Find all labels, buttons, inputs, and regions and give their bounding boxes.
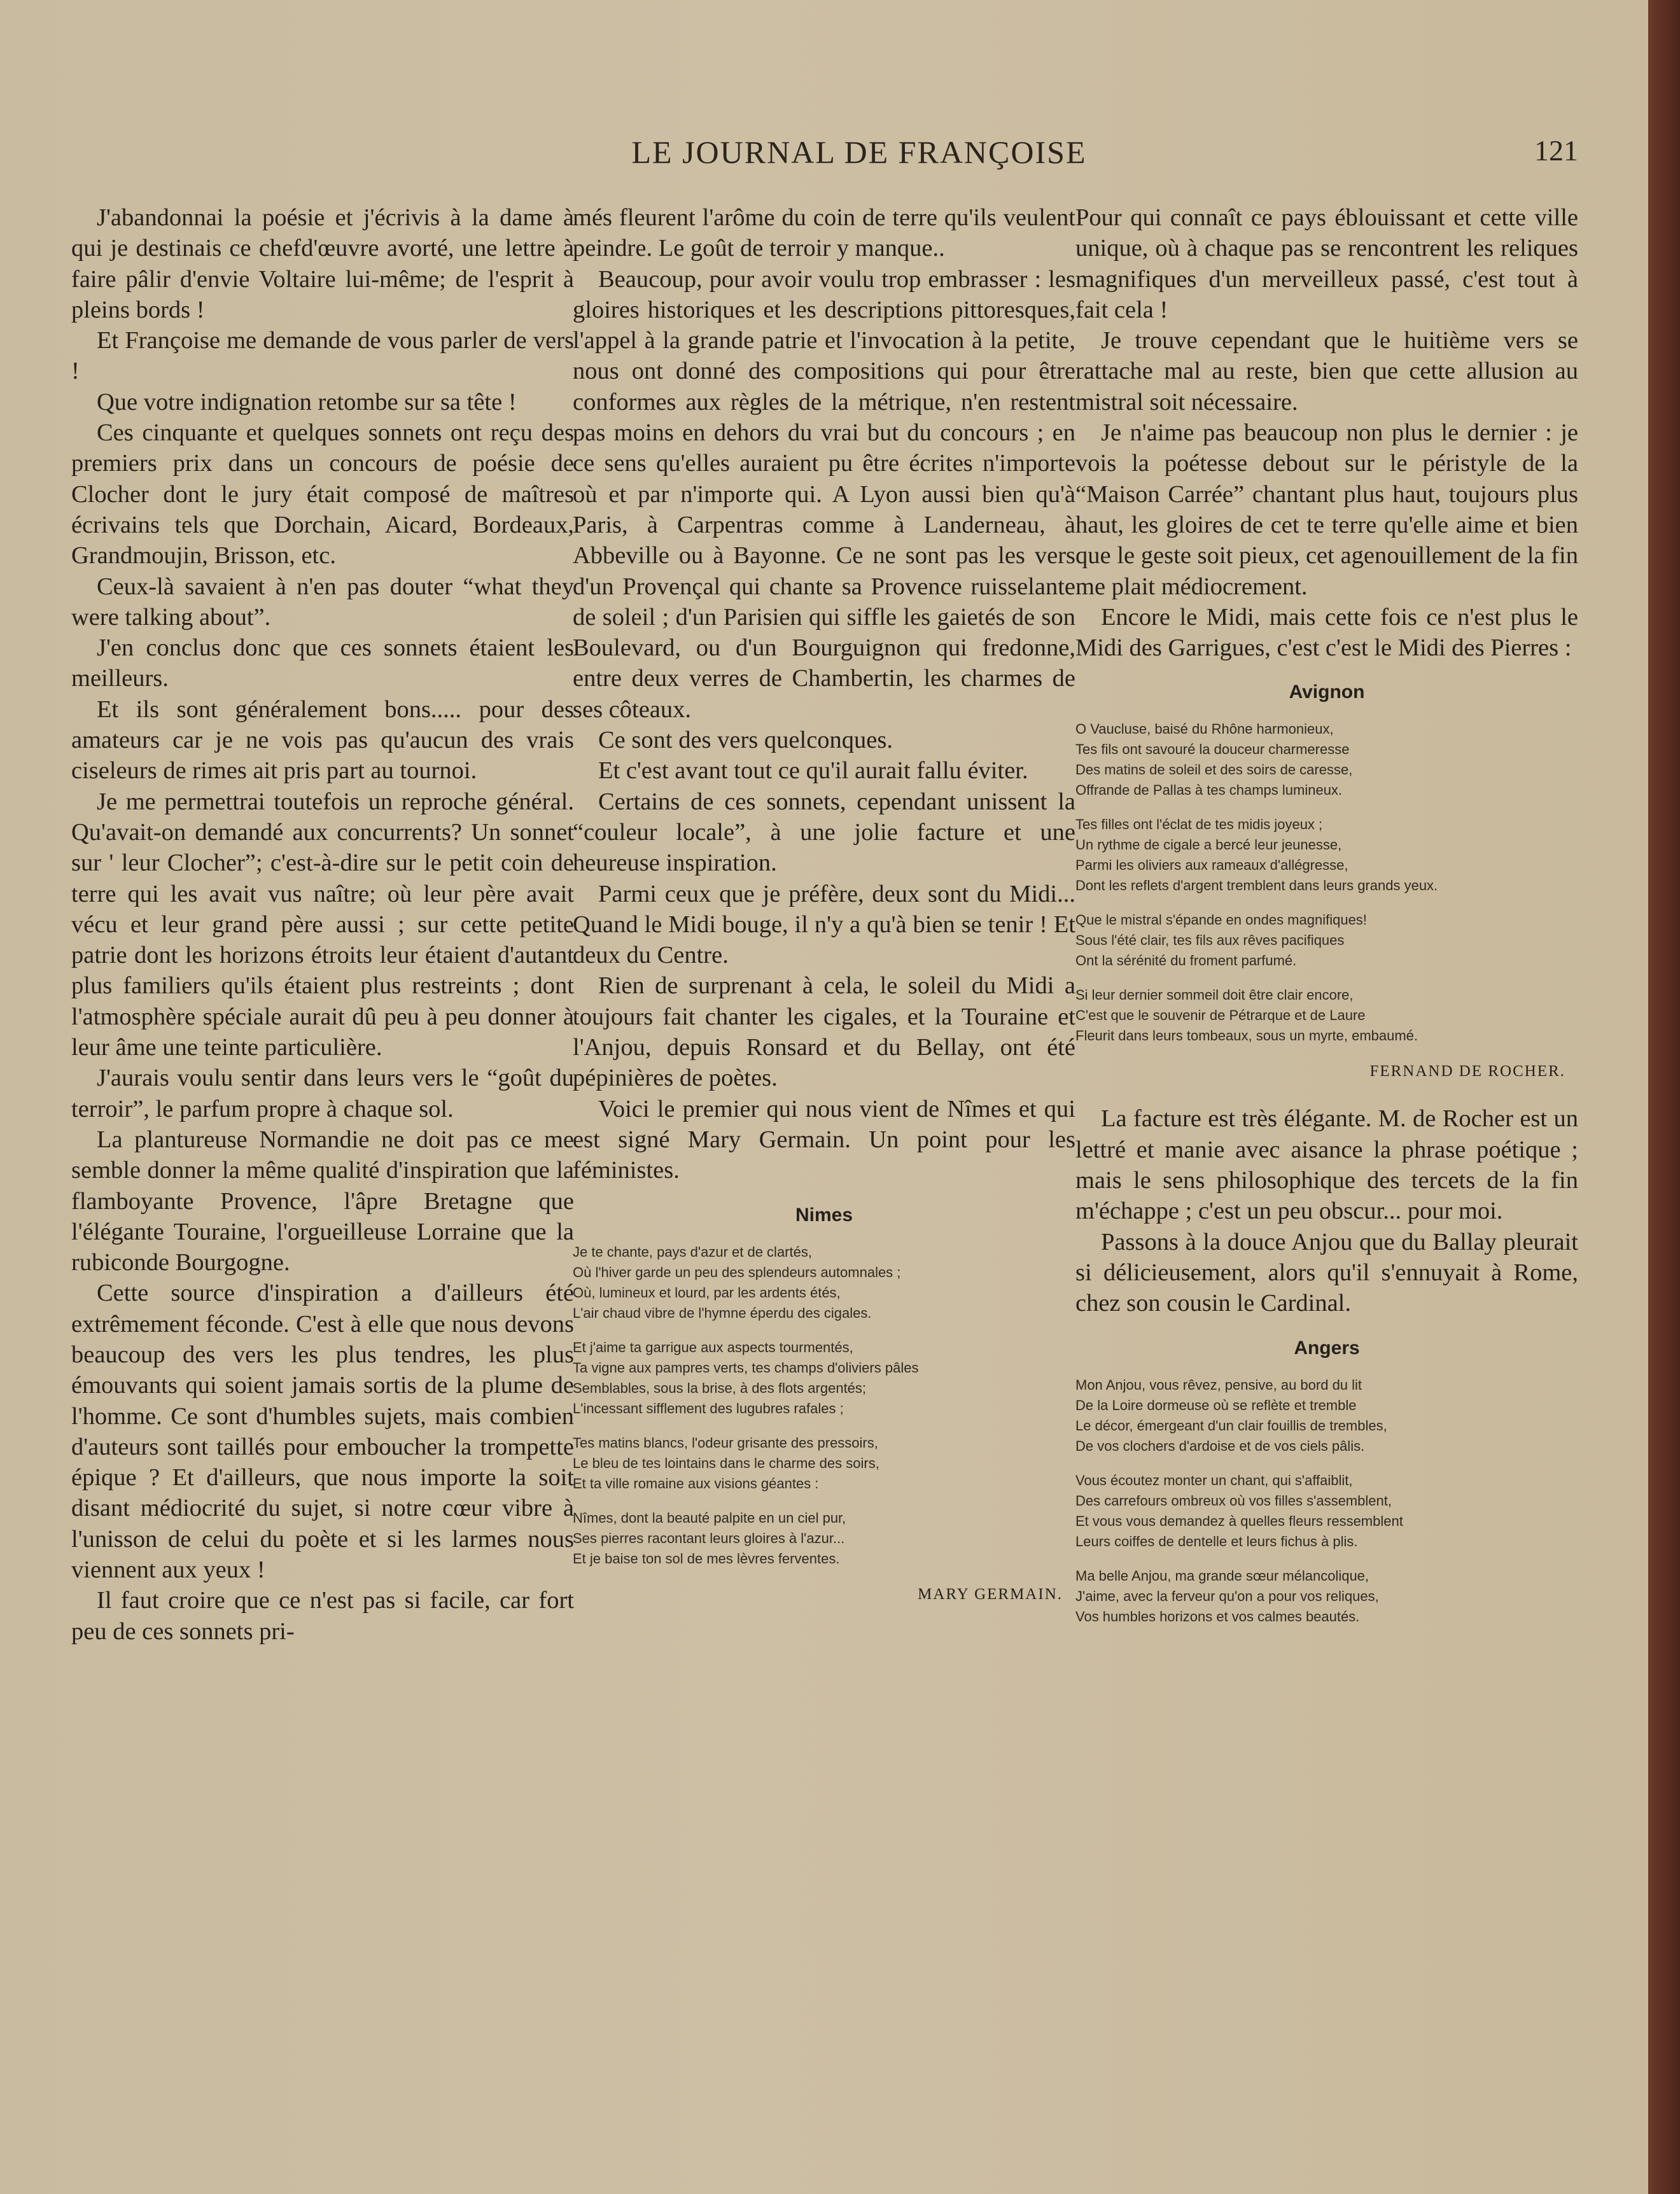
paragraph: Passons à la douce Anjou que du Ballay pleurait si délicieusement, alors qu'il s'ennuyait à Rome, chez son cousin le Cardinal. xyxy=(1075,1228,1578,1317)
paragraph: Parmi ceux que je préfère, deux sont du Midi... Quand le Midi bouge, il n'y a qu'à bien se tenir ! Et deux du Centre. xyxy=(573,880,1075,969)
poem-line: Et j'aime ta garrigue aux aspects tourmentés, xyxy=(573,1339,853,1355)
paragraph: Beaucoup, pour avoir voulu trop embrasser : les gloires historiques et les descriptions pittoresques, l'appel à la grande patrie et l'invocation à la petite, nous ont donné des compositions qui pour être conformes aux règles de la métrique, n'en restent pas moins en dehors du vrai but du concours ; en ce sens qu'elles auraient pu être écrites n'importe où et par n'importe qui. A Lyon aussi bien qu'à Paris, à Carpentras comme à Landerneau, à Abbeville ou à Bayonne. Ce ne sont pas les vers d'un Provençal qui chante sa Provence ruisselante de soleil ; d'un Parisien qui siffle les gaietés de son Boulevard, ou d'un Bourguignon qui fredonne, entre deux verres de Chambertin, les charmes de ses côteaux. xyxy=(573,265,1075,723)
poem-stanza xyxy=(1075,814,1578,896)
poem-title-angers: Angers xyxy=(1294,1337,1360,1359)
poem-signature: MARY GERMAIN. xyxy=(918,1585,1063,1603)
poem-stanza xyxy=(1075,985,1578,1046)
poem-stanza xyxy=(1075,1471,1578,1552)
paragraph: Que votre indignation retombe sur sa tête ! xyxy=(97,388,517,416)
poem-line: De vos clochers d'ardoise et de vos ciels pâlis. xyxy=(1075,1437,1365,1454)
poem-line: O Vaucluse, baisé du Rhône harmonieux, xyxy=(1075,721,1334,737)
page-number: 121 xyxy=(1534,134,1578,167)
paragraph: J'abandonnai la poésie et j'écrivis à la dame à qui je destinais ce chefd'œuvre avorté, une lettre à faire pâlir d'envie Voltaire lui-même; de l'esprit à pleins bords ! xyxy=(71,204,574,323)
poem-line: Je te chante, pays d'azur et de clartés, xyxy=(573,1243,812,1260)
poem-stanza xyxy=(573,1338,1075,1419)
poem-line: Nîmes, dont la beauté palpite en un ciel pur, xyxy=(573,1509,846,1526)
paragraph: J'aurais voulu sentir dans leurs vers le “goût du terroir”, le parfum propre à chaque sol. xyxy=(71,1065,574,1122)
paragraph: Cette source d'inspiration a d'ailleurs été extrêmement féconde. C'est à elle que nous devons beaucoup des vers les plus tendres, les plus émouvants qui soient jamais sortis de la plume de l'homme. Ce sont d'humbles sujets, mais combien d'auteurs sont taillés pour emboucher la trompette épique ? Et d'ailleurs, que nous importe la soit disant médiocrité du sujet, si notre cœur vibre à l'unisson de celui du poète et si les larmes nous viennent aux yeux ! xyxy=(71,1280,574,1584)
poem-line: Ses pierres racontant leurs gloires à l'azur... xyxy=(573,1530,845,1546)
poem-line: Où l'hiver garde un peu des splendeurs automnales ; xyxy=(573,1264,901,1280)
poem-stanza xyxy=(1075,910,1578,971)
paragraph: Je trouve cependant que le huitième vers se rattache mal au reste, bien que cette allusion au mistral soit nécessaire. xyxy=(1075,327,1578,416)
paragraph: Rien de surprenant à cela, le soleil du Midi a toujours fait chanter les cigales, et la Touraine et l'Anjou, depuis Ronsard et du Bellay, ont été pépinières de poètes. xyxy=(573,972,1075,1092)
poem-stanza xyxy=(573,1242,1075,1324)
poem-signature: FERNAND DE ROCHER. xyxy=(1369,1063,1565,1080)
paragraph: Encore le Midi, mais cette fois ce n'est plus le Midi des Garrigues, c'est c'est le Midi des Pierres : xyxy=(1075,603,1578,662)
poem-stanza xyxy=(1075,719,1578,800)
poem-line: J'aime, avec la ferveur qu'on a pour vos reliques, xyxy=(1075,1588,1379,1604)
journal-title: LE JOURNAL DE FRANÇOISE xyxy=(631,134,1087,170)
paragraph: Ceux-là savaient à n'en pas douter “what they were talking about”. xyxy=(71,573,574,631)
poem-line: Vous écoutez monter un chant, qui s'affaiblit, xyxy=(1075,1472,1353,1488)
poem-line: Ta vigne aux pampres verts, tes champs d'oliviers pâles xyxy=(573,1359,919,1376)
paragraph: Je n'aime pas beaucoup non plus le dernier : je vois la poétesse debout sur le péristyle de la “Maison Carrée” chantant plus haut, toujours plus haut, les gloires de cet te terre qu'elle aime et bien que le geste soit pieux, cet agenouillement de la fin me plait médiocrement. xyxy=(1075,419,1578,600)
poem-line: Parmi les oliviers aux rameaux d'allégresse, xyxy=(1075,857,1348,874)
poem-line: Le bleu de tes lointains dans le charme des soirs, xyxy=(573,1455,879,1471)
poem-angers xyxy=(1075,1375,1578,1627)
poem-stanza xyxy=(1075,1375,1578,1457)
poem-stanza xyxy=(573,1508,1075,1569)
poem-line: Sous l'été clair, tes fils aux rêves pacifiques xyxy=(1075,932,1345,949)
paragraph: Et c'est avant tout ce qu'il aurait fallu éviter. xyxy=(598,757,1028,785)
poem-line: Fleurit dans leurs tombeaux, sous un myrte, embaumé. xyxy=(1075,1028,1418,1044)
poem-line: Leurs coiffes de dentelle et leurs fichus à plis. xyxy=(1075,1533,1358,1549)
poem-line: Si leur dernier sommeil doit être clair encore, xyxy=(1075,987,1354,1003)
paragraph: La facture est très élégante. M. de Rocher est un lettré et manie avec aisance la phrase poétique ; mais le sens philosophique des tercets de la fin m'échappe ; c'est un peu obscur... pour moi. xyxy=(1075,1105,1578,1225)
paragraph: La plantureuse Normandie ne doit pas ce me semble donner la même qualité d'inspiration que la flamboyante Provence, l'âpre Bretagne que l'élégante Touraine, l'orgueilleuse Lorraine que la rubiconde Bourgogne. xyxy=(71,1126,574,1276)
paragraph: Pour qui connaît ce pays éblouissant et cette ville unique, où à chaque pas se rencontrent les reliques magnifiques d'un merveilleux passé, c'est tout à fait cela ! xyxy=(1075,204,1578,323)
poem-line: Tes filles ont l'éclat de tes midis joyeux ; xyxy=(1075,816,1323,833)
poem-line: L'incessant sifflement des lugubres rafales ; xyxy=(573,1400,844,1416)
paragraph: Ces cinquante et quelques sonnets ont reçu des premiers prix dans un concours de poésie de Clocher dont le jury était composé de maîtres écrivains tels que Dorchain, Aicard, Bordeaux, Grandmoujin, Brisson, etc. xyxy=(71,419,574,569)
paragraph: Certains de ces sonnets, cependant unissent la “couleur locale”, à une jolie facture et une heureuse inspiration. xyxy=(573,788,1075,877)
poem-stanza xyxy=(1075,1566,1578,1627)
poem-line: Et vous vous demandez à quelles fleurs ressemblent xyxy=(1075,1513,1403,1529)
paragraph: J'en conclus donc que ces sonnets étaient les meilleurs. xyxy=(71,634,574,692)
page-header xyxy=(70,134,1578,185)
paragraph: Ce sont des vers quelconques. xyxy=(598,727,893,754)
poem-line: Tes matins blancs, l'odeur grisante des pressoirs, xyxy=(573,1434,878,1451)
poem-avignon xyxy=(1075,719,1578,1046)
poem-line: Des carrefours ombreux où vos filles s'assemblent, xyxy=(1075,1492,1392,1509)
poem-line: De la Loire dormeuse où se reflète et tremble xyxy=(1075,1397,1357,1413)
binding-edge xyxy=(1648,0,1680,2194)
poem-line: Tes fils ont savouré la douceur charmeresse xyxy=(1075,741,1350,758)
paragraph: Il faut croire que ce n'est pas si facile, car fort peu de ces sonnets pri- xyxy=(71,1587,574,1645)
poem-line: Dont les reflets d'argent tremblent dans leurs grands yeux. xyxy=(1075,877,1438,894)
paragraph: Je me permettrai toutefois un reproche général. Qu'avait-on demandé aux concurrents? Un sonnet sur ' leur Clocher”; c'est-à-dire sur le petit coin de terre qui les avait vus naître; où leur père avait vécu et leur grand père aussi ; sur cette petite patrie dont les horizons étroits leur étaient d'autant plus familiers qu'ils étaient plus restreints ; dont l'atmosphère spéciale aurait dû peu à peu donner à leur âme une teinte particulière. xyxy=(71,788,574,1061)
poem-title-avignon: Avignon xyxy=(1289,681,1365,703)
poem-line: Semblables, sous la brise, à des flots argentés; xyxy=(573,1380,867,1396)
poem-stanza xyxy=(573,1433,1075,1494)
poem-line: Des matins de soleil et des soirs de caresse, xyxy=(1075,762,1353,778)
poem-line: Ont la sérénité du froment parfumé. xyxy=(1075,953,1297,969)
poem-line: Le décor, émergeant d'un clair fouillis de trembles, xyxy=(1075,1417,1387,1434)
paragraph: Voici le premier qui nous vient de Nîmes et qui est signé Mary Germain. Un point pour les féministes. xyxy=(573,1095,1075,1184)
poem-line: Que le mistral s'épande en ondes magnifiques! xyxy=(1075,912,1367,928)
poem-line: L'air chaud vibre de l'hymne éperdu des cigales. xyxy=(573,1304,872,1321)
paragraph: Et Françoise me demande de vous parler de vers ! xyxy=(71,327,574,385)
poem-line: Ma belle Anjou, ma grande sœur mélancolique, xyxy=(1075,1567,1369,1584)
poem-line: Un rythme de cigale a bercé leur jeunesse, xyxy=(1075,837,1342,853)
poem-line: Mon Anjou, vous rêvez, pensive, au bord du lit xyxy=(1075,1376,1362,1393)
column-2 xyxy=(573,202,1075,1626)
poem-line: Et ta ville romaine aux visions géantes : xyxy=(573,1475,819,1492)
poem-line: C'est que le souvenir de Pétrarque et de Laure xyxy=(1075,1007,1366,1024)
poem-title-nimes: Nimes xyxy=(795,1204,853,1226)
paragraph: més fleurent l'arôme du coin de terre qu'ils veulent peindre. Le goût de terroir y manque.. xyxy=(573,204,1075,262)
column-3 xyxy=(1075,202,1578,1641)
paragraph: Et ils sont généralement bons..... pour des amateurs car je ne vois pas qu'aucun des vrais ciseleurs de rimes ait pris part au tournoi. xyxy=(71,695,574,785)
poem-line: Offrande de Pallas à tes champs lumineux. xyxy=(1075,782,1343,799)
poem-line: Et je baise ton sol de mes lèvres ferventes. xyxy=(573,1550,840,1567)
poem-line: Vos humbles horizons et vos calmes beautés. xyxy=(1075,1608,1360,1625)
poem-nimes xyxy=(573,1242,1075,1569)
column-1 xyxy=(71,202,574,1647)
poem-line: Où, lumineux et lourd, par les ardents étés, xyxy=(573,1284,841,1301)
